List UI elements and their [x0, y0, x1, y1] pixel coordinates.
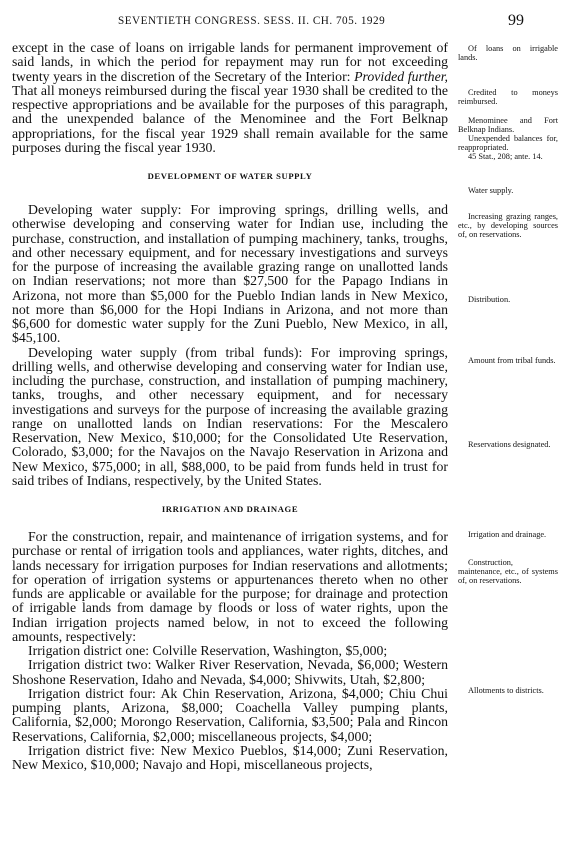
- tribal-funds-paragraph: Developing water supply (from tribal funds): For improving springs, drilling wells, and otherwise developing and conserving water for Indian use, including the purchase, construction, and installation of pumping machinery, tanks, troughs, and other necessary equipment, and for necessary investigations and surveys for the purpose of increasing the available grazing range on unallotted lands on Indian reservations: For the Mescalero Reservation, New Mexico, $10,000; for the Consolidated Ute Reservation, Colorado, $3,000; for the Navajos on the Navajo Reservation in Arizona and New Mexico, $75,000; in all, $88,000, to be paid from funds held in trust for said tribes of Indians, respectively, by the United States.: [12, 344, 448, 488]
- margin-note-amount-tribal: Amount from tribal funds.: [468, 356, 556, 365]
- proviso-phrase: Provided further,: [354, 68, 448, 84]
- intro-text-start: except in the case of loans on irrigable lands for permanent improvement of said lands, in which the period for repayment may run for not exceeding twenty years in the discretion of the Secretary of the Interior:: [12, 40, 448, 84]
- intro-paragraph: [12, 41, 448, 155]
- margin-note-increasing: Increasing grazing ranges, etc., by developing sources of, on reservations.: [458, 212, 558, 240]
- district-five-paragraph: Irrigation district five: New Mexico Pueblos, $14,000; Zuni Reservation, New Mexico, $10,000; Navajo and Hopi, miscellaneous projects,: [12, 742, 448, 772]
- margin-note-allotments: Allotments to districts.: [468, 686, 544, 695]
- margin-note-citation: 45 Stat., 208; ante. 14.: [468, 152, 543, 161]
- irrigation-heading: IRRIGATION AND DRAINAGE: [161, 504, 299, 514]
- margin-note-loans: Of loans on irrigable lands.: [458, 44, 558, 63]
- margin-note-irrigation: Irrigation and drainage.: [468, 530, 547, 539]
- running-header: [0, 12, 570, 32]
- district-one-paragraph: Irrigation district one: Colville Reservation, Washington, $5,000;: [28, 643, 388, 658]
- margin-note-construction: Construction, maintenance, etc., of systems of, on reservations.: [458, 558, 558, 586]
- margin-note-distribution: Distribution.: [468, 295, 511, 304]
- district-two-paragraph: Irrigation district two: Walker River Reservation, Nevada, $6,000; Western Shoshone Reservation, Idaho and Nevada, $4,000; Shivwits, Utah, $2,800;: [12, 657, 448, 687]
- main-text-column: [12, 41, 448, 772]
- margin-note-unexpended: Unexpended balances for, reappropriated.: [458, 134, 558, 153]
- margin-note-reservations: Reservations designated.: [468, 440, 551, 449]
- water-supply-paragraph: Developing water supply: For improving springs, drilling wells, and otherwise developing and conserving water for Indian use, including the purchase, construction, and installation of pumping machinery, tanks, troughs, and other necessary equipment, and for necessary investigations and surveys for the purpose of increasing the available grazing range on unallotted lands on Indian reservations; not more than $27,500 for the Papago Indians in Arizona, not more than $5,000 for the Pueblo Indian lands in New Mexico, not more than $6,000 for the Hopi Indians in Arizona, and not more than $6,600 for domestic water supply for the Zuni Pueblo, New Mexico, in all, $45,100.: [12, 202, 448, 346]
- irrigation-paragraph: For the construction, repair, and maintenance of irrigation systems, and for purchase or rental of irrigation tools and appliances, water rights, ditches, and lands necessary for irrigation purposes for Indian reservations and allotments; for operation of irrigation systems or appurtenances thereto when no other funds are applicable or available for the purpose; for drainage and protection of irrigable lands from damage by floods or loss of water rights, upon the Indian irrigation projects named below, in not to exceed the following amounts, respectively:: [12, 529, 448, 644]
- running-title: SEVENTIETH CONGRESS. SESS. II. CH. 705. 1929: [118, 15, 386, 27]
- margin-note-water-supply: Water supply.: [468, 186, 514, 195]
- intro-text-end: That all moneys reimbursed during the fiscal year 1930 shall be credited to the respective appropriations and be available for the purposes of this paragraph, and the unexpended balance of the Menominee and the Fort Belknap appropriations, for the fiscal year 1929 shall remain available for the same purposes during the fiscal year 1930.: [12, 82, 448, 155]
- district-four-paragraph: Irrigation district four: Ak Chin Reservation, Arizona, $4,000; Chiu Chui pumping plants, Arizona, $8,000; Coachella Valley pumping plants, California, $2,000; Morongo Reservation, California, $3,500; Pala and Rincon Reservations, California, $2,000; miscellaneous projects, $4,000;: [12, 685, 448, 744]
- water-supply-heading: DEVELOPMENT OF WATER SUPPLY: [147, 171, 313, 181]
- margin-note-credited: Credited to moneys reimbursed.: [458, 88, 558, 107]
- margin-note-menominee: Menominee and Fort Belknap Indians.: [458, 116, 558, 135]
- page-number: 99: [508, 12, 524, 29]
